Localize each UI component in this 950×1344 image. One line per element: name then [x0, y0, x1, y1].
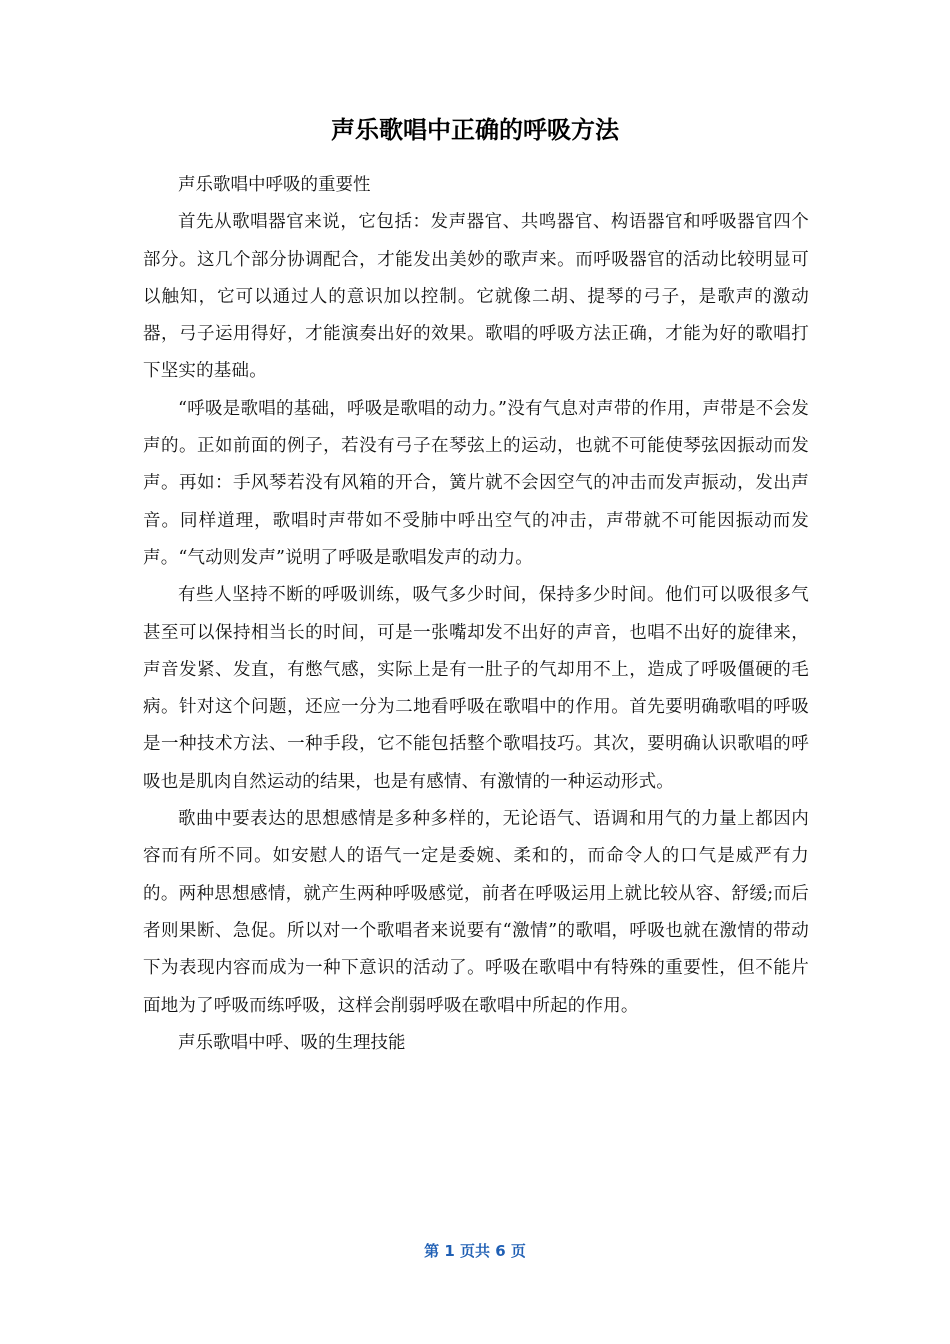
paragraph: 有些人坚持不断的呼吸训练，吸气多少时间，保持多少时间。他们可以吸很多气甚至可以保持相当长的时间，可是一张嘴却发不出好的声音，也唱不出好的旋律来，声音发紧、发直，有憋气感，实际上是有一肚子的气却用不上，造成了呼吸僵硬的毛病。针对这个问题，还应一分为二地看呼吸在歌唱中的作用。首先要明确歌唱的呼吸是一种技术方法、一种手段，它不能包括整个歌唱技巧。其次，要明确认识歌唱的呼吸也是肌肉自然运动的结果，也是有感情、有激情的一种运动形式。: [143, 585, 809, 792]
section-heading-physiology: 声乐歌唱中呼、吸的生理技能: [178, 1032, 406, 1053]
paragraph: 首先从歌唱器官来说，它包括：发声器官、共鸣器官、构语器官和呼吸器官四个部分。这几个部分协调配合，才能发出美妙的歌声来。而呼吸器官的活动比较明显可以触知，它可以通过人的意识加以控制。它就像二胡、提琴的弓子，是歌声的激动器，弓子运用得好，才能演奏出好的效果。歌唱的呼吸方法正确，才能为好的歌唱打下坚实的基础。: [143, 212, 809, 382]
section-heading-importance: 声乐歌唱中呼吸的重要性: [178, 175, 371, 195]
paragraph: 歌曲中要表达的思想感情是多种多样的，无论语气、语调和用气的力量上都因内容而有所不同。如安慰人的语气一定是委婉、柔和的，而命令人的口气是威严有力的。两种思想感情，就产生两种呼吸感觉，前者在呼吸运用上就比较从容、舒缓;而后者则果断、急促。所以对一个歌唱者来说要有“激情”的歌唱，呼吸也就在激情的带动下为表现内容而成为一种下意识的活动了。呼吸在歌唱中有特殊的重要性，但不能片面地为了呼吸而练呼吸，这样会削弱呼吸在歌唱中所起的作用。: [143, 809, 809, 1016]
page-number-footer: 第 1 页共 6 页: [424, 1242, 526, 1260]
document-title: 声乐歌唱中正确的呼吸方法: [331, 116, 619, 144]
document-body: [143, 167, 809, 1062]
paragraph: “呼吸是歌唱的基础，呼吸是歌唱的动力。”没有气息对声带的作用，声带是不会发声的。正如前面的例子，若没有弓子在琴弦上的运动，也就不可能使琴弦因振动而发声。再如：手风琴若没有风箱的开合，簧片就不会因空气的冲击而发声振动，发出声音。同样道理，歌唱时声带如不受肺中呼出空气的冲击，声带就不可能因振动而发声。“气动则发声”说明了呼吸是歌唱发声的动力。: [143, 398, 809, 568]
